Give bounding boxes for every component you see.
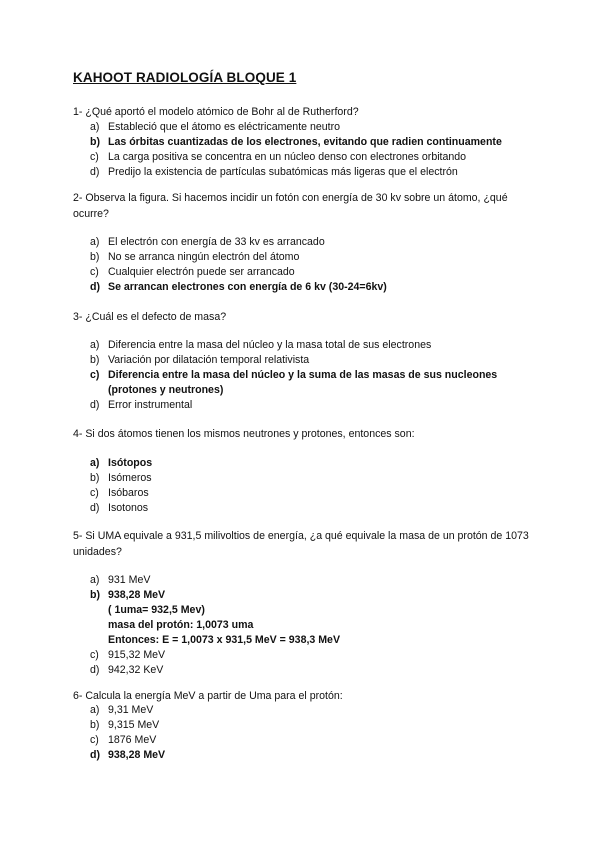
option-letter: d) [90, 749, 100, 761]
option-5a [90, 573, 540, 588]
option-text: 1876 MeV [108, 734, 157, 746]
option-letter: a) [90, 704, 100, 716]
option-text: Isótopos [108, 457, 153, 469]
option-1b-correct [90, 135, 540, 150]
option-text: 942,32 KeV [108, 664, 164, 676]
option-text: 915,32 MeV [108, 649, 166, 661]
option-4b [90, 471, 540, 486]
option-1a [90, 120, 540, 135]
option-3b [90, 353, 540, 368]
option-letter: a) [90, 236, 100, 248]
question-5-options [90, 573, 540, 678]
question-4-text: 4- Si dos átomos tienen los mismos neutrones y protones, entonces son: [73, 428, 415, 440]
option-letter: a) [90, 121, 100, 133]
question-1-options [90, 120, 540, 180]
option-text: Error instrumental [108, 399, 193, 411]
question-3-text: 3- ¿Cuál es el defecto de masa? [73, 311, 227, 323]
option-text: Variación por dilatación temporal relativista [108, 354, 310, 366]
question-2-options [90, 235, 540, 295]
option-letter: b) [90, 589, 100, 601]
option-letter: b) [90, 472, 100, 484]
option-text: La carga positiva se concentra en un núcleo denso con electrones orbitando [108, 151, 467, 163]
option-4d [90, 501, 540, 516]
option-text: Las órbitas cuantizadas de los electrones, evitando que radien continuamente [108, 136, 502, 148]
option-text: Estableció que el átomo es eléctricamente neutro [108, 121, 341, 133]
option-text: Isotonos [108, 502, 149, 514]
option-letter: c) [90, 266, 99, 278]
option-letter: c) [90, 369, 100, 381]
question-5-text: 5- Si UMA equivale a 931,5 milivoltios de energía, ¿a qué equivale la masa de un protón de 1073 unidades? [73, 530, 529, 558]
option-letter: b) [90, 719, 100, 731]
option-letter: b) [90, 354, 100, 366]
document-title: KAHOOT RADIOLOGÍA BLOQUE 1 [73, 70, 297, 85]
option-letter: d) [90, 281, 100, 293]
option-letter: c) [90, 151, 99, 163]
option-letter: c) [90, 487, 99, 499]
explanation-line: ( 1uma= 932,5 Mev) [108, 604, 205, 616]
question-3-options [90, 338, 540, 413]
option-6a [90, 703, 540, 718]
option-letter: d) [90, 399, 100, 411]
option-1c [90, 150, 540, 165]
option-4a-correct [90, 456, 540, 471]
option-6d-correct [90, 748, 540, 763]
question-1-text: 1- ¿Qué aportó el modelo atómico de Bohr al de Rutherford? [73, 106, 359, 118]
option-text: Isóbaros [108, 487, 149, 499]
explanation-line: masa del protón: 1,0073 uma [108, 619, 254, 631]
option-2b [90, 250, 540, 265]
option-letter: d) [90, 166, 100, 178]
option-5c [90, 648, 540, 663]
option-4c [90, 486, 540, 501]
option-text: Isómeros [108, 472, 152, 484]
option-text: Diferencia entre la masa del núcleo y la masa total de sus electrones [108, 339, 432, 351]
option-text: 938,28 MeV [108, 749, 166, 761]
question-4-options [90, 456, 540, 516]
option-letter: a) [90, 574, 100, 586]
option-3d [90, 398, 540, 413]
option-text: 931 MeV [108, 574, 151, 586]
option-5b-correct [90, 588, 540, 603]
option-letter: d) [90, 502, 100, 514]
option-6c [90, 733, 540, 748]
option-2d-correct [90, 280, 540, 295]
option-3c-correct [90, 368, 540, 398]
option-2c [90, 265, 540, 280]
option-text: 938,28 MeV [108, 589, 166, 601]
option-letter: a) [90, 457, 100, 469]
option-5d [90, 663, 540, 678]
option-letter: a) [90, 339, 100, 351]
option-letter: b) [90, 136, 100, 148]
question-6-text: 6- Calcula la energía MeV a partir de Uma para el protón: [73, 690, 343, 702]
option-text: Predijo la existencia de partículas subatómicas más ligeras que el electrón [108, 166, 458, 178]
option-letter: d) [90, 664, 100, 676]
option-3a [90, 338, 540, 353]
option-text: No se arranca ningún electrón del átomo [108, 251, 300, 263]
option-letter: c) [90, 649, 99, 661]
option-text: El electrón con energía de 33 kv es arrancado [108, 236, 325, 248]
question-6-options [90, 703, 540, 763]
option-text: Se arrancan electrones con energía de 6 kv (30-24=6kv) [108, 281, 387, 293]
option-6b [90, 718, 540, 733]
option-text: 9,315 MeV [108, 719, 160, 731]
option-letter: c) [90, 734, 99, 746]
option-text: Cualquier electrón puede ser arrancado [108, 266, 295, 278]
question-2-text: 2- Observa la figura. Si hacemos incidir un fotón con energía de 30 kv sobre un átomo, ¿qué ocurre? [73, 192, 508, 220]
option-text: 9,31 MeV [108, 704, 154, 716]
option-1d [90, 165, 540, 180]
option-text: Diferencia entre la masa del núcleo y la suma de las masas de sus nucleones (protones y neutrones) [108, 369, 498, 396]
option-2a [90, 235, 540, 250]
option-letter: b) [90, 251, 100, 263]
explanation-line: Entonces: E = 1,0073 x 931,5 MeV = 938,3 MeV [108, 634, 341, 646]
